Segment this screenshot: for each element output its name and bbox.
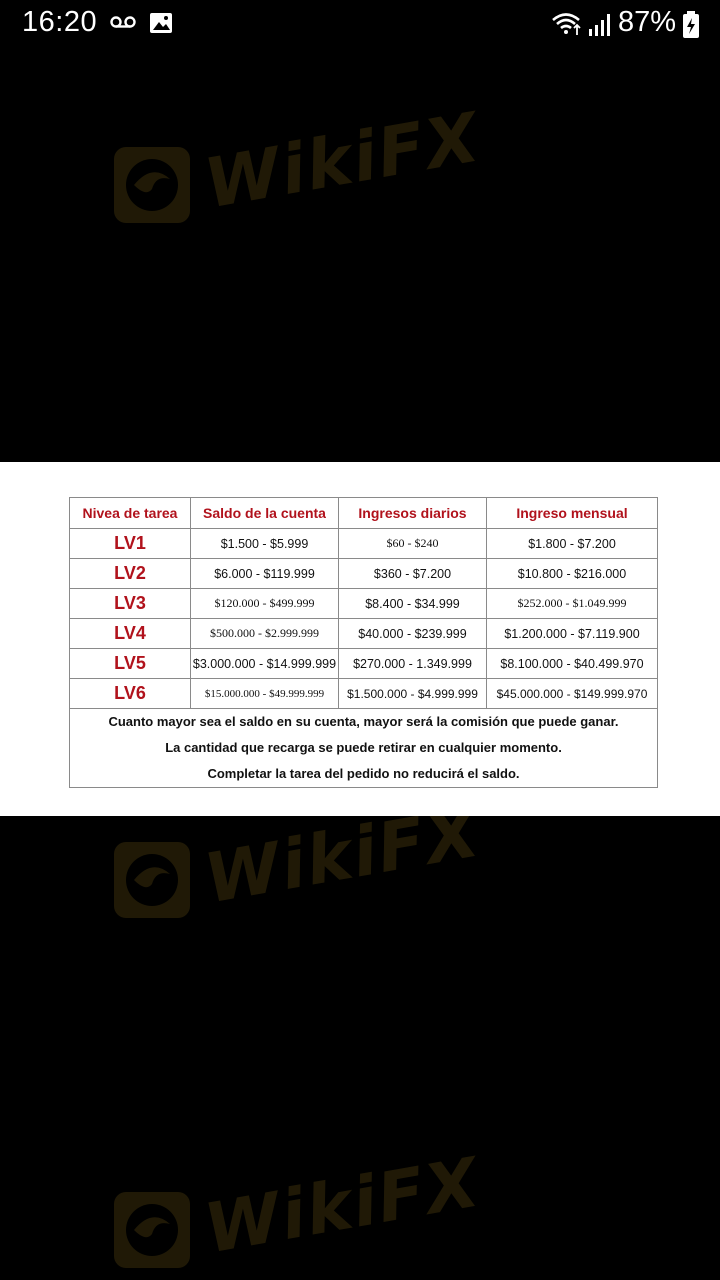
status-bar <box>0 0 720 50</box>
watermark-text: WikiFX <box>199 1143 487 1270</box>
daily-cell: $40.000 - $239.999 <box>339 619 487 649</box>
monthly-cell: $8.100.000 - $40.499.970 <box>487 649 658 679</box>
monthly-cell: $1.800 - $7.200 <box>487 529 658 559</box>
watermark-text: WikiFX <box>199 793 487 920</box>
table-row <box>70 529 658 559</box>
signal-icon <box>588 13 612 42</box>
battery-percent: 87% <box>617 6 676 38</box>
level-cell: LV4 <box>70 619 191 649</box>
balance-cell: $15.000.000 - $49.999.999 <box>191 679 339 709</box>
monthly-cell: $45.000.000 - $149.999.970 <box>487 679 658 709</box>
table-row <box>70 649 658 679</box>
table-row <box>70 619 658 649</box>
eagle-logo-icon <box>112 840 192 920</box>
watermark-text: WikiFX <box>199 98 487 225</box>
balance-cell: $500.000 - $2.999.999 <box>191 619 339 649</box>
eagle-logo-icon <box>112 145 192 225</box>
balance-cell: $3.000.000 - $14.999.999 <box>191 649 339 679</box>
monthly-cell: $10.800 - $216.000 <box>487 559 658 589</box>
watermark-top <box>112 98 487 240</box>
daily-cell: $360 - $7.200 <box>339 559 487 589</box>
image-icon <box>149 12 173 39</box>
note-line: Completar la tarea del pedido no reducirá el saldo. <box>207 766 520 781</box>
watermark-bottom <box>112 1143 487 1275</box>
header-daily: Ingresos diarios <box>339 498 487 529</box>
header-balance: Saldo de la cuenta <box>191 498 339 529</box>
daily-cell: $8.400 - $34.999 <box>339 589 487 619</box>
note-line: La cantidad que recarga se puede retirar en cualquier momento. <box>165 740 562 755</box>
level-cell: LV6 <box>70 679 191 709</box>
daily-cell: $270.000 - 1.349.999 <box>339 649 487 679</box>
note-line: Cuanto mayor sea el saldo en su cuenta, mayor será la comisión que puede ganar. <box>108 714 619 729</box>
eagle-logo-icon <box>112 1190 192 1270</box>
balance-cell: $1.500 - $5.999 <box>191 529 339 559</box>
levels-table <box>69 497 658 788</box>
battery-charging-icon <box>682 11 700 44</box>
table-row <box>70 559 658 589</box>
balance-cell: $6.000 - $119.999 <box>191 559 339 589</box>
table-header-row <box>70 498 658 529</box>
voicemail-icon <box>110 14 136 35</box>
monthly-cell: $252.000 - $1.049.999 <box>487 589 658 619</box>
monthly-cell: $1.200.000 - $7.119.900 <box>487 619 658 649</box>
table-row <box>70 589 658 619</box>
header-level: Nivea de tarea <box>70 498 191 529</box>
status-time: 16:20 <box>22 6 98 38</box>
level-cell: LV5 <box>70 649 191 679</box>
level-cell: LV2 <box>70 559 191 589</box>
wifi-icon <box>551 11 583 42</box>
table-row <box>70 679 658 709</box>
balance-cell: $120.000 - $499.999 <box>191 589 339 619</box>
daily-cell: $1.500.000 - $4.999.999 <box>339 679 487 709</box>
watermark-middle <box>112 793 487 935</box>
header-monthly: Ingreso mensual <box>487 498 658 529</box>
level-cell: LV3 <box>70 589 191 619</box>
level-cell: LV1 <box>70 529 191 559</box>
notes-row <box>70 709 658 788</box>
notes-cell <box>70 709 658 788</box>
daily-cell: $60 - $240 <box>339 529 487 559</box>
